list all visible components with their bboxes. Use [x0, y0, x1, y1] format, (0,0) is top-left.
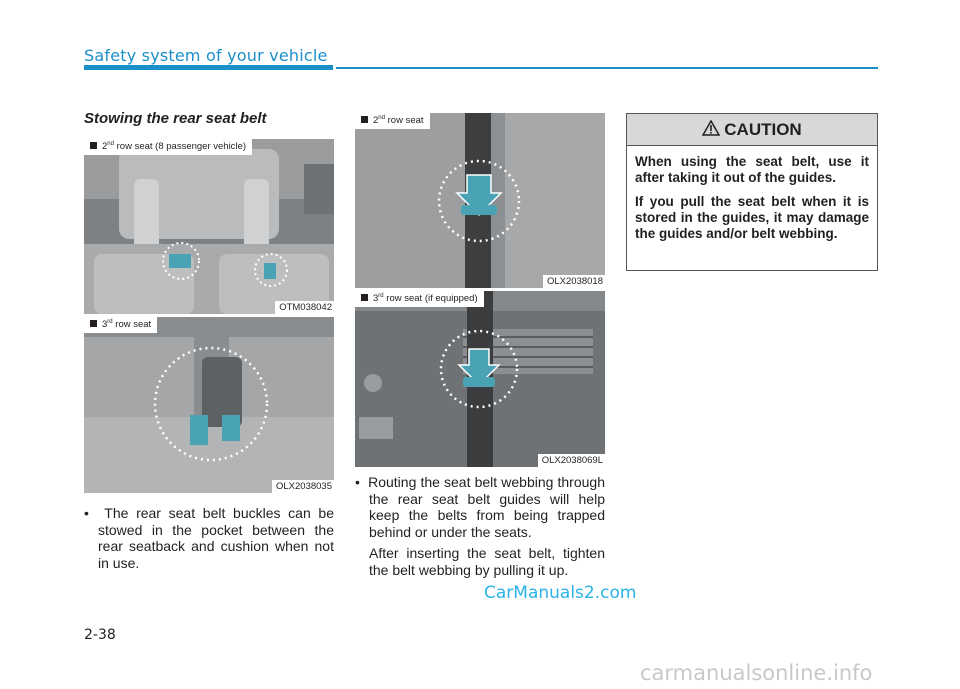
bullet-dot: •: [84, 505, 105, 521]
figure-label: [84, 317, 157, 333]
figure-3rd-row-seat: [84, 317, 334, 493]
square-bullet-icon: [361, 294, 368, 301]
square-bullet-icon: [361, 116, 368, 123]
page-number: 2-38: [84, 627, 116, 643]
bullet-followup-text: After inserting the seat belt, tighten the belt webbing by pulling it up.: [369, 545, 605, 578]
footer-watermark: carmanualsonline.info: [640, 661, 873, 685]
bullet-text: Routing the seat belt webbing through the rear seat belt guides will help keep the belts from being trapped behind or under the seats.: [368, 474, 605, 540]
seat-belt-guide-illustration: [355, 113, 605, 288]
label-row-number: 3: [373, 293, 379, 305]
label-text: row seat: [384, 115, 424, 127]
figure-label: [355, 291, 484, 307]
bullet-text: The rear seat belt buckles can be stowed in the pocket between the rear seatback and cushion when not in use.: [98, 505, 334, 571]
figure-label: [355, 113, 430, 129]
label-ordinal: rd: [107, 319, 113, 325]
caution-para-1: When using the seat belt, use it after taking it out of the guides.: [635, 154, 869, 185]
watermark-link[interactable]: CarManuals2.com: [484, 583, 637, 603]
section-title: Safety system of your vehicle: [84, 46, 328, 65]
label-ordinal: nd: [107, 141, 114, 147]
label-row-number: 2: [373, 115, 379, 127]
header-rule-thick: [84, 65, 333, 70]
label-ordinal: rd: [378, 293, 384, 299]
label-text: row seat (8 passenger vehicle): [113, 141, 246, 153]
figure-2nd-row-seat: [84, 139, 334, 314]
caution-title: CAUTION: [724, 120, 802, 139]
warning-triangle-icon: [702, 120, 720, 136]
label-row-number: 3: [102, 319, 108, 331]
caution-box: [626, 113, 878, 271]
caution-header: [627, 114, 877, 146]
seat-photo-illustration: [84, 317, 334, 493]
bullet-routing-webbing: [355, 474, 605, 578]
square-bullet-icon: [90, 142, 97, 149]
bullet-dot: •: [355, 474, 369, 490]
figure-code: OLX2038069L: [538, 454, 605, 467]
figure-label: [84, 139, 252, 155]
label-ordinal: nd: [378, 115, 385, 121]
header-rule-thin: [336, 67, 878, 69]
figure-2nd-row-seat-guide: [355, 113, 605, 288]
figure-3rd-row-seat-guide: [355, 291, 605, 467]
figure-code: OLX2038018: [543, 275, 605, 288]
page-heading: Stowing the rear seat belt: [84, 110, 267, 127]
seat-belt-guide-illustration: [355, 291, 605, 467]
bullet-stow-buckles: [84, 505, 334, 571]
figure-code: OTM038042: [275, 301, 334, 314]
square-bullet-icon: [90, 320, 97, 327]
caution-body: [627, 146, 877, 242]
figure-code: OLX2038035: [272, 480, 334, 493]
label-text: row seat (if equipped): [383, 293, 478, 305]
label-row-number: 2: [102, 141, 108, 153]
label-text: row seat: [112, 319, 152, 331]
caution-para-2: If you pull the seat belt when it is stored in the guides, it may damage the guides and/or belt webbing.: [635, 194, 869, 241]
seat-photo-illustration: [84, 139, 334, 314]
